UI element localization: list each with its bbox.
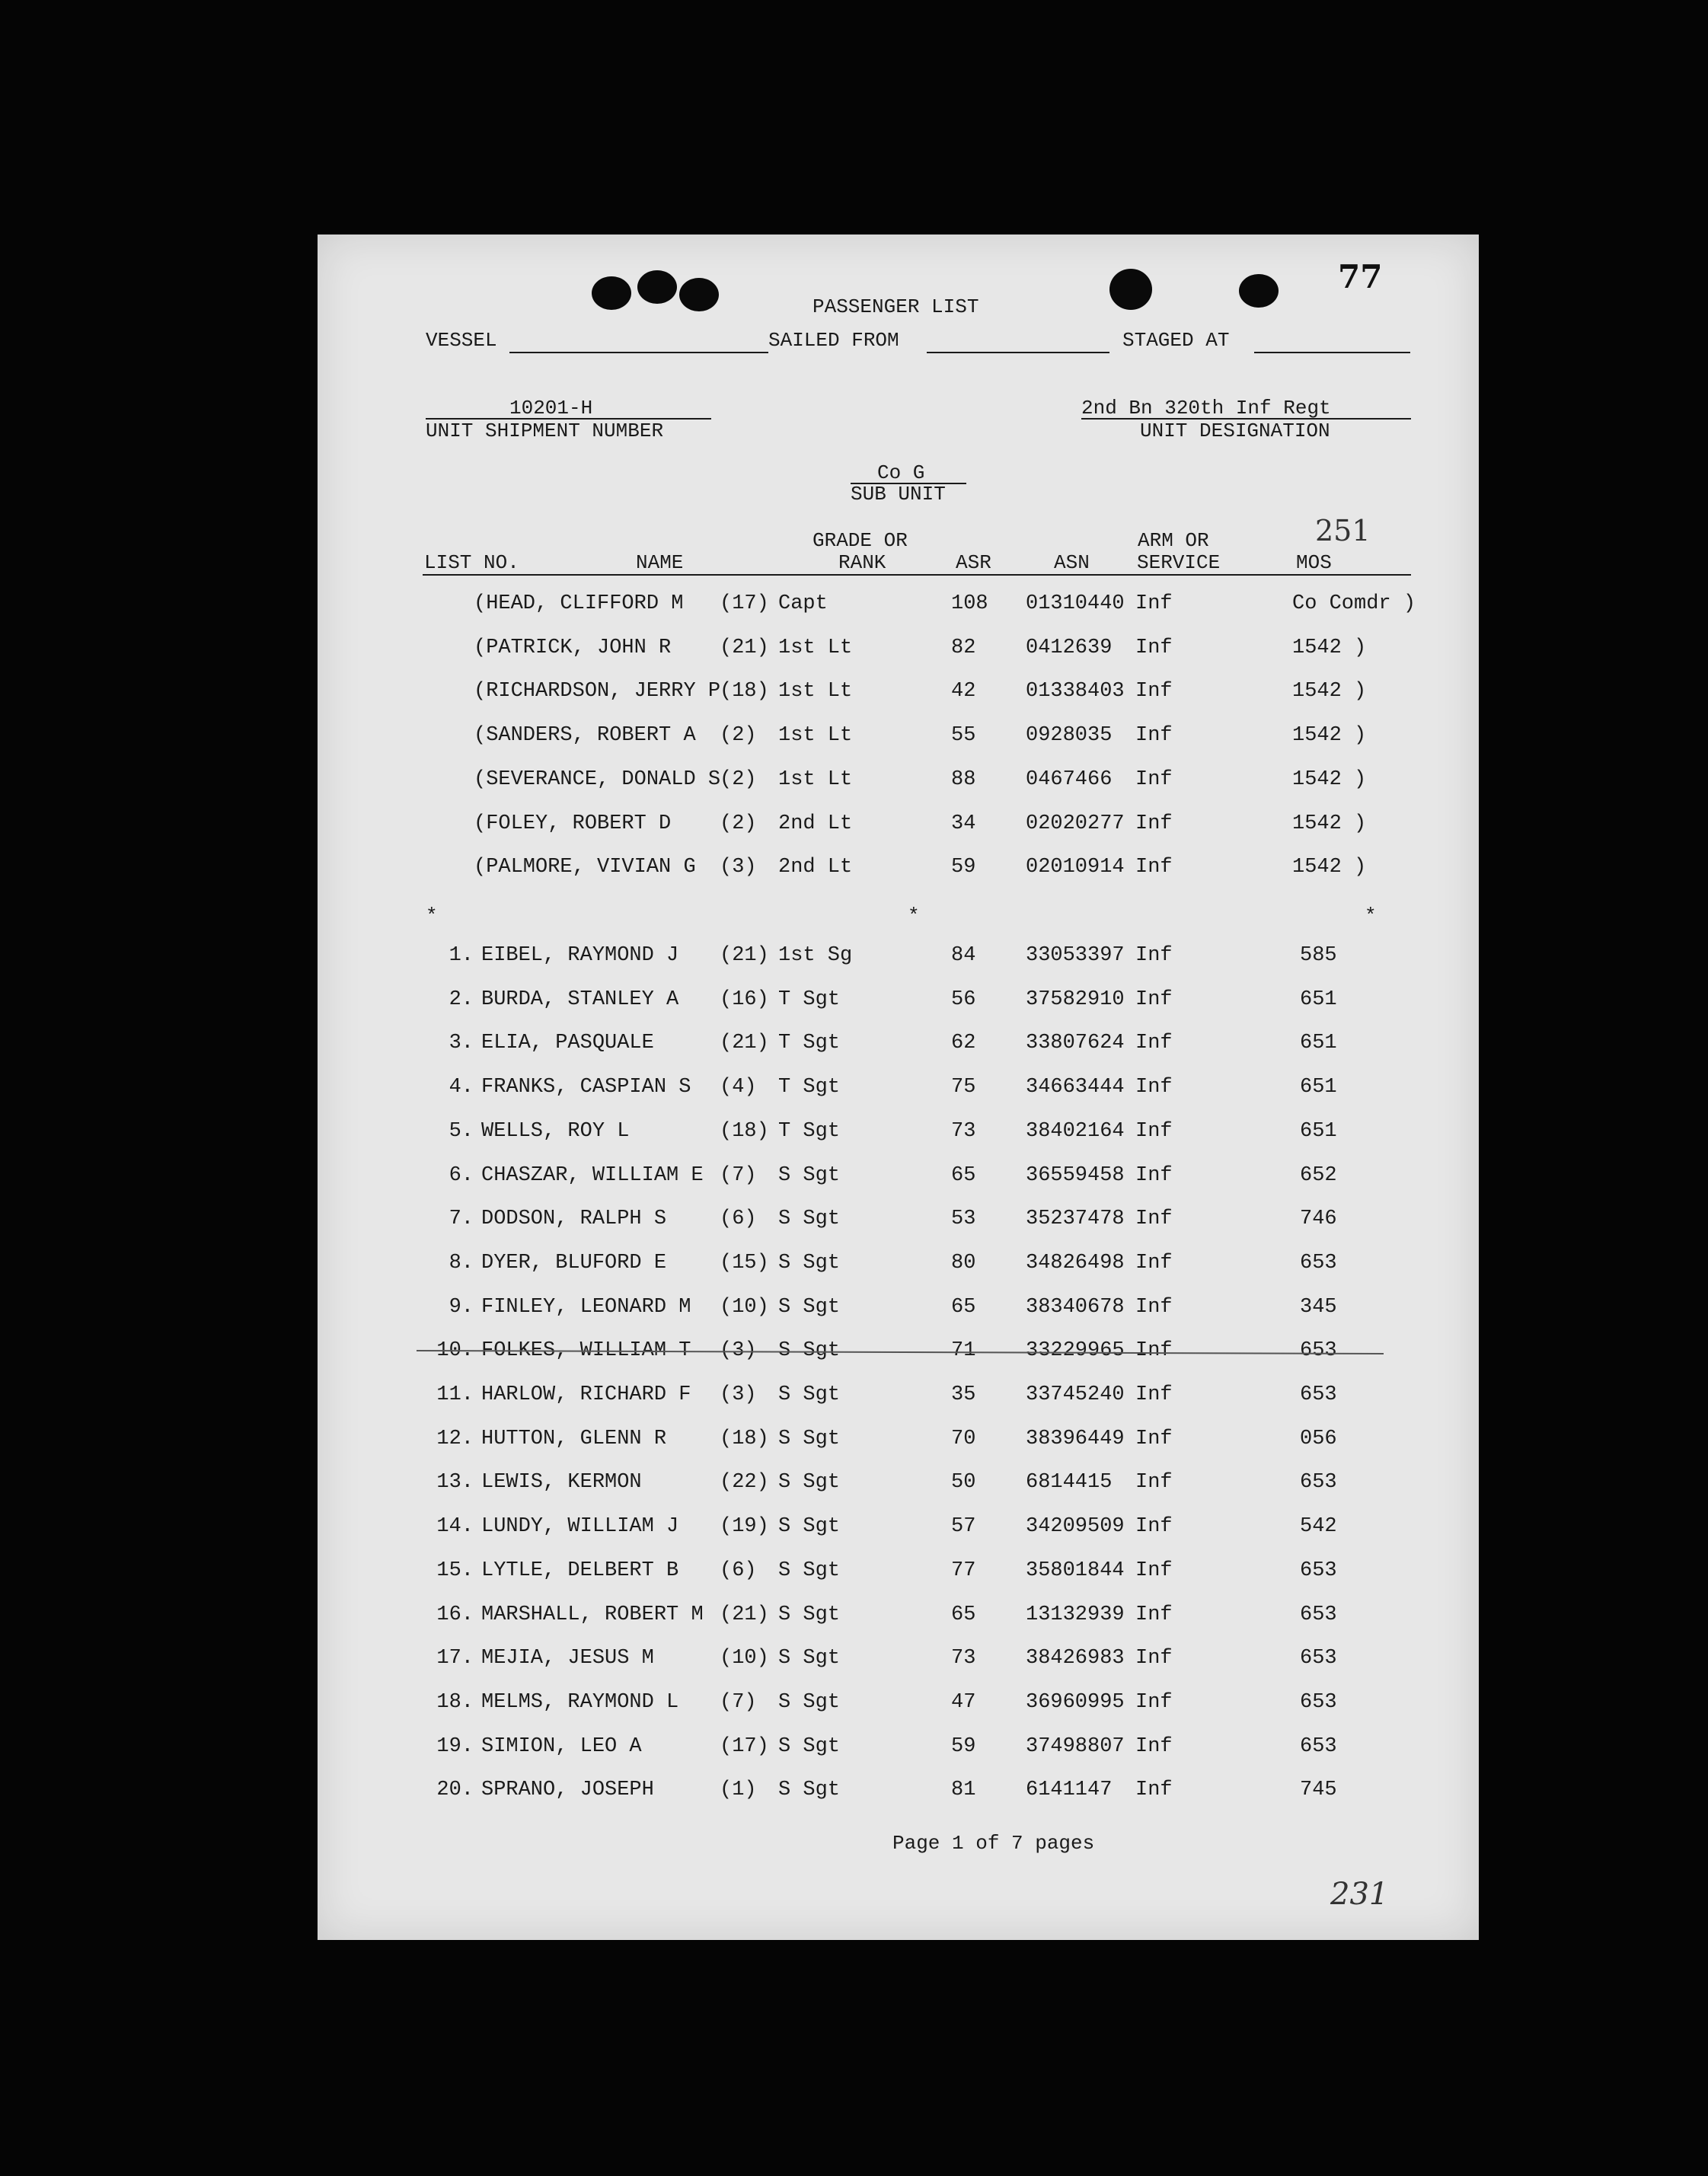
grade-rank: S Sgt — [778, 1163, 841, 1187]
passenger-name: WELLS, ROY L — [481, 1119, 630, 1143]
staged-at-label: STAGED AT — [1122, 329, 1230, 352]
grade-code: (21) — [720, 944, 769, 967]
passenger-name: ELIA, PASQUALE — [481, 1032, 654, 1055]
grade-code: (21) — [720, 636, 769, 659]
officer-row — [417, 680, 1422, 710]
grade-rank: T Sgt — [778, 1119, 841, 1143]
asn-value: 34826498 — [1026, 1251, 1125, 1275]
mos-value: 1542 ) — [1292, 680, 1367, 704]
grade-code: (7) — [720, 1163, 757, 1187]
grade-code: (18) — [720, 680, 769, 704]
arm-service: Inf — [1135, 1603, 1173, 1626]
asn-value: 36559458 — [1026, 1163, 1125, 1187]
asn-value: 6141147 — [1026, 1779, 1113, 1802]
passenger-name: DYER, BLUFORD E — [481, 1251, 667, 1275]
enlisted-row — [417, 1164, 1422, 1195]
asn-value: 37582910 — [1026, 987, 1125, 1011]
arm-service: Inf — [1135, 1779, 1173, 1802]
mos-header-number: 251 — [1315, 514, 1371, 547]
mos-value: 345 — [1300, 1295, 1337, 1319]
passenger-name: (SEVERANCE, DONALD S — [474, 767, 721, 791]
grade-code: (2) — [720, 767, 757, 791]
col-arm-top: ARM OR — [1138, 529, 1209, 552]
grade-code: (21) — [720, 1603, 769, 1626]
asr-value: 84 — [951, 944, 976, 967]
grade-rank: S Sgt — [778, 1779, 841, 1802]
passenger-name: HUTTON, GLENN R — [481, 1427, 667, 1450]
grade-code: (10) — [720, 1647, 769, 1670]
passenger-name: LEWIS, KERMON — [481, 1471, 642, 1495]
grade-code: (10) — [720, 1295, 769, 1319]
grade-code: (3) — [720, 856, 757, 879]
grade-code: (2) — [720, 724, 757, 748]
document-page — [318, 235, 1479, 1940]
asr-value: 59 — [951, 856, 976, 879]
grade-rank: S Sgt — [778, 1471, 841, 1495]
mos-value: 746 — [1300, 1208, 1337, 1231]
mos-value: 653 — [1300, 1647, 1337, 1670]
enlisted-row — [417, 1515, 1422, 1546]
asr-value: 34 — [951, 812, 976, 835]
passenger-name: HARLOW, RICHARD F — [481, 1383, 691, 1406]
passenger-name: (SANDERS, ROBERT A — [474, 724, 696, 748]
arm-service: Inf — [1135, 680, 1173, 704]
separator-star: * — [908, 905, 920, 927]
passenger-name: FRANKS, CASPIAN S — [481, 1076, 691, 1099]
asn-value: 33745240 — [1026, 1383, 1125, 1406]
enlisted-row — [417, 1383, 1422, 1414]
arm-service: Inf — [1135, 1515, 1173, 1539]
passenger-name: (PATRICK, JOHN R — [474, 636, 672, 659]
passenger-name: LYTLE, DELBERT B — [481, 1559, 679, 1582]
list-number: 18. — [436, 1690, 474, 1714]
asn-value: 35801844 — [1026, 1559, 1125, 1582]
asr-value: 80 — [951, 1251, 976, 1275]
enlisted-row — [417, 1779, 1422, 1809]
enlisted-row — [417, 1735, 1422, 1766]
mos-value: 1542 ) — [1292, 856, 1367, 879]
arm-service: Inf — [1135, 1251, 1173, 1275]
grade-code: (3) — [720, 1339, 757, 1363]
passenger-name: MARSHALL, ROBERT M — [481, 1603, 704, 1626]
list-number: 2. — [449, 987, 474, 1011]
grade-code: (18) — [720, 1427, 769, 1450]
mos-value: 653 — [1300, 1559, 1337, 1582]
mos-value: 653 — [1300, 1690, 1337, 1714]
asn-value: 33229965 — [1026, 1339, 1125, 1363]
separator-star: * — [1365, 905, 1377, 927]
asn-value: 38340678 — [1026, 1295, 1125, 1319]
arm-service: Inf — [1135, 1076, 1173, 1099]
asr-value: 81 — [951, 1779, 976, 1802]
grade-code: (6) — [720, 1559, 757, 1582]
col-arm-bottom: SERVICE — [1137, 551, 1221, 574]
unit-shipment-label: UNIT SHIPMENT NUMBER — [426, 420, 664, 442]
asr-value: 82 — [951, 636, 976, 659]
list-number: 16. — [436, 1603, 474, 1626]
asn-value: 38396449 — [1026, 1427, 1125, 1450]
passenger-name: FINLEY, LEONARD M — [481, 1295, 691, 1319]
sailed-from-line — [927, 352, 1109, 353]
officer-row — [417, 724, 1422, 755]
arm-service: Inf — [1135, 1734, 1173, 1758]
grade-rank: S Sgt — [778, 1251, 841, 1275]
col-asr: ASR — [956, 551, 991, 574]
arm-service: Inf — [1135, 1559, 1173, 1582]
arm-service: Inf — [1135, 636, 1173, 659]
grade-code: (6) — [720, 1208, 757, 1231]
sailed-from-label: SAILED FROM — [768, 329, 899, 352]
arm-service: Inf — [1135, 1119, 1173, 1143]
arm-service: Inf — [1135, 944, 1173, 967]
asn-value: 36960995 — [1026, 1690, 1125, 1714]
arm-service: Inf — [1135, 724, 1173, 748]
grade-rank: Capt — [778, 592, 828, 615]
col-name: NAME — [636, 551, 684, 574]
grade-rank: S Sgt — [778, 1603, 841, 1626]
asr-value: 53 — [951, 1208, 976, 1231]
grade-rank: S Sgt — [778, 1647, 841, 1670]
asr-value: 65 — [951, 1295, 976, 1319]
passenger-name: CHASZAR, WILLIAM E — [481, 1163, 704, 1187]
asn-value: 02020277 — [1026, 812, 1125, 835]
arm-service: Inf — [1135, 1427, 1173, 1450]
list-number: 10. — [436, 1339, 474, 1363]
punch-hole — [1239, 274, 1279, 308]
mos-value: 651 — [1300, 1076, 1337, 1099]
enlisted-row — [417, 1647, 1422, 1677]
enlisted-row — [417, 988, 1422, 1019]
list-number: 19. — [436, 1734, 474, 1758]
enlisted-row — [417, 1120, 1422, 1150]
arm-service: Inf — [1135, 1295, 1173, 1319]
unit-shipment-number: 10201-H — [509, 397, 593, 420]
asr-value: 56 — [951, 987, 976, 1011]
passenger-name: BURDA, STANLEY A — [481, 987, 679, 1011]
enlisted-row — [417, 1339, 1422, 1370]
col-mos: MOS — [1296, 551, 1332, 574]
passenger-name: DODSON, RALPH S — [481, 1208, 667, 1231]
grade-rank: S Sgt — [778, 1295, 841, 1319]
mos-value: 1542 ) — [1292, 636, 1367, 659]
mos-value: 653 — [1300, 1251, 1337, 1275]
vessel-label: VESSEL — [426, 329, 497, 352]
grade-rank: 2nd Lt — [778, 856, 853, 879]
arm-service: Inf — [1135, 1690, 1173, 1714]
asr-value: 88 — [951, 767, 976, 791]
list-number: 13. — [436, 1471, 474, 1495]
asn-value: 38402164 — [1026, 1119, 1125, 1143]
list-number: 4. — [449, 1076, 474, 1099]
grade-rank: T Sgt — [778, 1032, 841, 1055]
list-number: 20. — [436, 1779, 474, 1802]
asn-value: 34209509 — [1026, 1515, 1125, 1539]
asn-value: 02010914 — [1026, 856, 1125, 879]
arm-service: Inf — [1135, 812, 1173, 835]
list-number: 3. — [449, 1032, 474, 1055]
asr-value: 73 — [951, 1647, 976, 1670]
col-list-no: LIST NO. — [424, 551, 519, 574]
enlisted-row — [417, 1428, 1422, 1458]
grade-code: (22) — [720, 1471, 769, 1495]
unit-designation: 2nd Bn 320th Inf Regt — [1081, 397, 1331, 420]
page-footer: Page 1 of 7 pages — [892, 1832, 1095, 1855]
passenger-name: (PALMORE, VIVIAN G — [474, 856, 696, 879]
enlisted-row — [417, 1252, 1422, 1282]
mos-value: 653 — [1300, 1339, 1337, 1363]
officer-row — [417, 812, 1422, 843]
grade-code: (7) — [720, 1690, 757, 1714]
officer-row — [417, 856, 1422, 886]
mos-value: 1542 ) — [1292, 812, 1367, 835]
list-number: 6. — [449, 1163, 474, 1187]
passenger-name: (FOLEY, ROBERT D — [474, 812, 672, 835]
grade-rank: S Sgt — [778, 1559, 841, 1582]
grade-rank: T Sgt — [778, 987, 841, 1011]
list-number: 5. — [449, 1119, 474, 1143]
grade-code: (3) — [720, 1383, 757, 1406]
passenger-name: FOLKES, WILLIAM T — [481, 1339, 691, 1363]
grade-code: (17) — [720, 1734, 769, 1758]
list-number: 17. — [436, 1647, 474, 1670]
enlisted-row — [417, 1296, 1422, 1326]
arm-service: Inf — [1135, 1471, 1173, 1495]
punch-hole — [679, 278, 719, 311]
mos-value: 653 — [1300, 1471, 1337, 1495]
grade-rank: S Sgt — [778, 1515, 841, 1539]
mos-value: 651 — [1300, 1032, 1337, 1055]
grade-rank: 1st Lt — [778, 767, 853, 791]
passenger-name: (RICHARDSON, JERRY P — [474, 680, 721, 704]
sub-unit: Co G — [877, 461, 925, 484]
asn-value: 01310440 — [1026, 592, 1125, 615]
handwritten-number: 231 — [1330, 1877, 1389, 1912]
mos-value: 653 — [1300, 1383, 1337, 1406]
grade-code: (4) — [720, 1076, 757, 1099]
grade-code: (15) — [720, 1251, 769, 1275]
staged-at-line — [1254, 352, 1410, 353]
mos-value: 652 — [1300, 1163, 1337, 1187]
asr-value: 77 — [951, 1559, 976, 1582]
asn-value: 38426983 — [1026, 1647, 1125, 1670]
list-number: 11. — [436, 1383, 474, 1406]
enlisted-row — [417, 1076, 1422, 1106]
arm-service: Inf — [1135, 767, 1173, 791]
asr-value: 62 — [951, 1032, 976, 1055]
punch-hole — [1109, 269, 1152, 310]
mos-value: 745 — [1300, 1779, 1337, 1802]
asn-value: 01338403 — [1026, 680, 1125, 704]
passenger-name: (HEAD, CLIFFORD M — [474, 592, 684, 615]
grade-rank: 1st Sg — [778, 944, 853, 967]
separator-star: * — [426, 905, 438, 927]
enlisted-row — [417, 1691, 1422, 1721]
mos-value: 651 — [1300, 987, 1337, 1011]
asn-value: 6814415 — [1026, 1471, 1113, 1495]
grade-code: (19) — [720, 1515, 769, 1539]
unit-designation-label: UNIT DESIGNATION — [1140, 420, 1330, 442]
passenger-name: MEJIA, JESUS M — [481, 1647, 654, 1670]
list-number: 8. — [449, 1251, 474, 1275]
asn-value: 0412639 — [1026, 636, 1113, 659]
grade-rank: S Sgt — [778, 1427, 841, 1450]
col-grade-bottom: RANK — [838, 551, 886, 574]
asr-value: 71 — [951, 1339, 976, 1363]
mos-value: Co Comdr ) — [1292, 592, 1416, 615]
asr-value: 47 — [951, 1690, 976, 1714]
grade-code: (1) — [720, 1779, 757, 1802]
grade-code: (21) — [720, 1032, 769, 1055]
enlisted-row — [417, 1032, 1422, 1062]
punch-hole — [637, 270, 677, 304]
list-number: 12. — [436, 1427, 474, 1450]
list-number: 7. — [449, 1208, 474, 1231]
grade-rank: T Sgt — [778, 1076, 841, 1099]
officer-row — [417, 768, 1422, 799]
passenger-name: MELMS, RAYMOND L — [481, 1690, 679, 1714]
arm-service: Inf — [1135, 1647, 1173, 1670]
asr-value: 35 — [951, 1383, 976, 1406]
grade-code: (17) — [720, 592, 769, 615]
grade-code: (16) — [720, 987, 769, 1011]
asn-value: 34663444 — [1026, 1076, 1125, 1099]
grade-rank: S Sgt — [778, 1690, 841, 1714]
grade-code: (18) — [720, 1119, 769, 1143]
asn-value: 13132939 — [1026, 1603, 1125, 1626]
list-number: 14. — [436, 1515, 474, 1539]
asr-value: 65 — [951, 1603, 976, 1626]
asr-value: 108 — [951, 592, 988, 615]
grade-rank: 1st Lt — [778, 680, 853, 704]
mos-value: 653 — [1300, 1603, 1337, 1626]
asr-value: 57 — [951, 1515, 976, 1539]
mos-value: 1542 ) — [1292, 767, 1367, 791]
enlisted-row — [417, 944, 1422, 975]
grade-rank: 2nd Lt — [778, 812, 853, 835]
mos-value: 1542 ) — [1292, 724, 1367, 748]
arm-service: Inf — [1135, 1208, 1173, 1231]
arm-service: Inf — [1135, 856, 1173, 879]
asn-value: 37498807 — [1026, 1734, 1125, 1758]
grade-rank: 1st Lt — [778, 724, 853, 748]
grade-code: (2) — [720, 812, 757, 835]
document-title: PASSENGER LIST — [812, 295, 979, 318]
arm-service: Inf — [1135, 1339, 1173, 1363]
punch-hole — [592, 276, 631, 310]
arm-service: Inf — [1135, 1383, 1173, 1406]
enlisted-row — [417, 1471, 1422, 1501]
enlisted-row — [417, 1603, 1422, 1634]
asr-value: 42 — [951, 680, 976, 704]
passenger-name: SIMION, LEO A — [481, 1734, 642, 1758]
passenger-name: EIBEL, RAYMOND J — [481, 944, 679, 967]
arm-service: Inf — [1135, 592, 1173, 615]
asn-value: 35237478 — [1026, 1208, 1125, 1231]
asn-value: 33053397 — [1026, 944, 1125, 967]
asr-value: 70 — [951, 1427, 976, 1450]
list-number: 15. — [436, 1559, 474, 1582]
mos-value: 585 — [1300, 944, 1337, 967]
col-grade-top: GRADE OR — [812, 529, 908, 552]
col-asn: ASN — [1054, 551, 1090, 574]
grade-rank: 1st Lt — [778, 636, 853, 659]
mos-value: 653 — [1300, 1734, 1337, 1758]
vessel-line — [509, 352, 768, 353]
list-number: 9. — [449, 1295, 474, 1319]
asn-value: 33807624 — [1026, 1032, 1125, 1055]
grade-rank: S Sgt — [778, 1208, 841, 1231]
asr-value: 75 — [951, 1076, 976, 1099]
asr-value: 50 — [951, 1471, 976, 1495]
passenger-name: SPRANO, JOSEPH — [481, 1779, 654, 1802]
grade-rank: S Sgt — [778, 1383, 841, 1406]
mos-value: 542 — [1300, 1515, 1337, 1539]
asr-value: 59 — [951, 1734, 976, 1758]
grade-rank: S Sgt — [778, 1734, 841, 1758]
mos-value: 651 — [1300, 1119, 1337, 1143]
asr-value: 65 — [951, 1163, 976, 1187]
asn-value: 0928035 — [1026, 724, 1113, 748]
passenger-name: LUNDY, WILLIAM J — [481, 1515, 679, 1539]
grade-rank: S Sgt — [778, 1339, 841, 1363]
header-rule — [423, 574, 1411, 576]
asn-value: 0467466 — [1026, 767, 1113, 791]
asr-value: 55 — [951, 724, 976, 748]
arm-service: Inf — [1135, 1032, 1173, 1055]
page-number: 77 — [1338, 258, 1383, 295]
enlisted-row — [417, 1208, 1422, 1238]
sub-unit-label: SUB UNIT — [851, 483, 946, 506]
officer-row — [417, 637, 1422, 667]
officer-row — [417, 592, 1422, 623]
mos-value: 056 — [1300, 1427, 1337, 1450]
arm-service: Inf — [1135, 987, 1173, 1011]
list-number: 1. — [449, 944, 474, 967]
enlisted-row — [417, 1559, 1422, 1590]
arm-service: Inf — [1135, 1163, 1173, 1187]
asr-value: 73 — [951, 1119, 976, 1143]
